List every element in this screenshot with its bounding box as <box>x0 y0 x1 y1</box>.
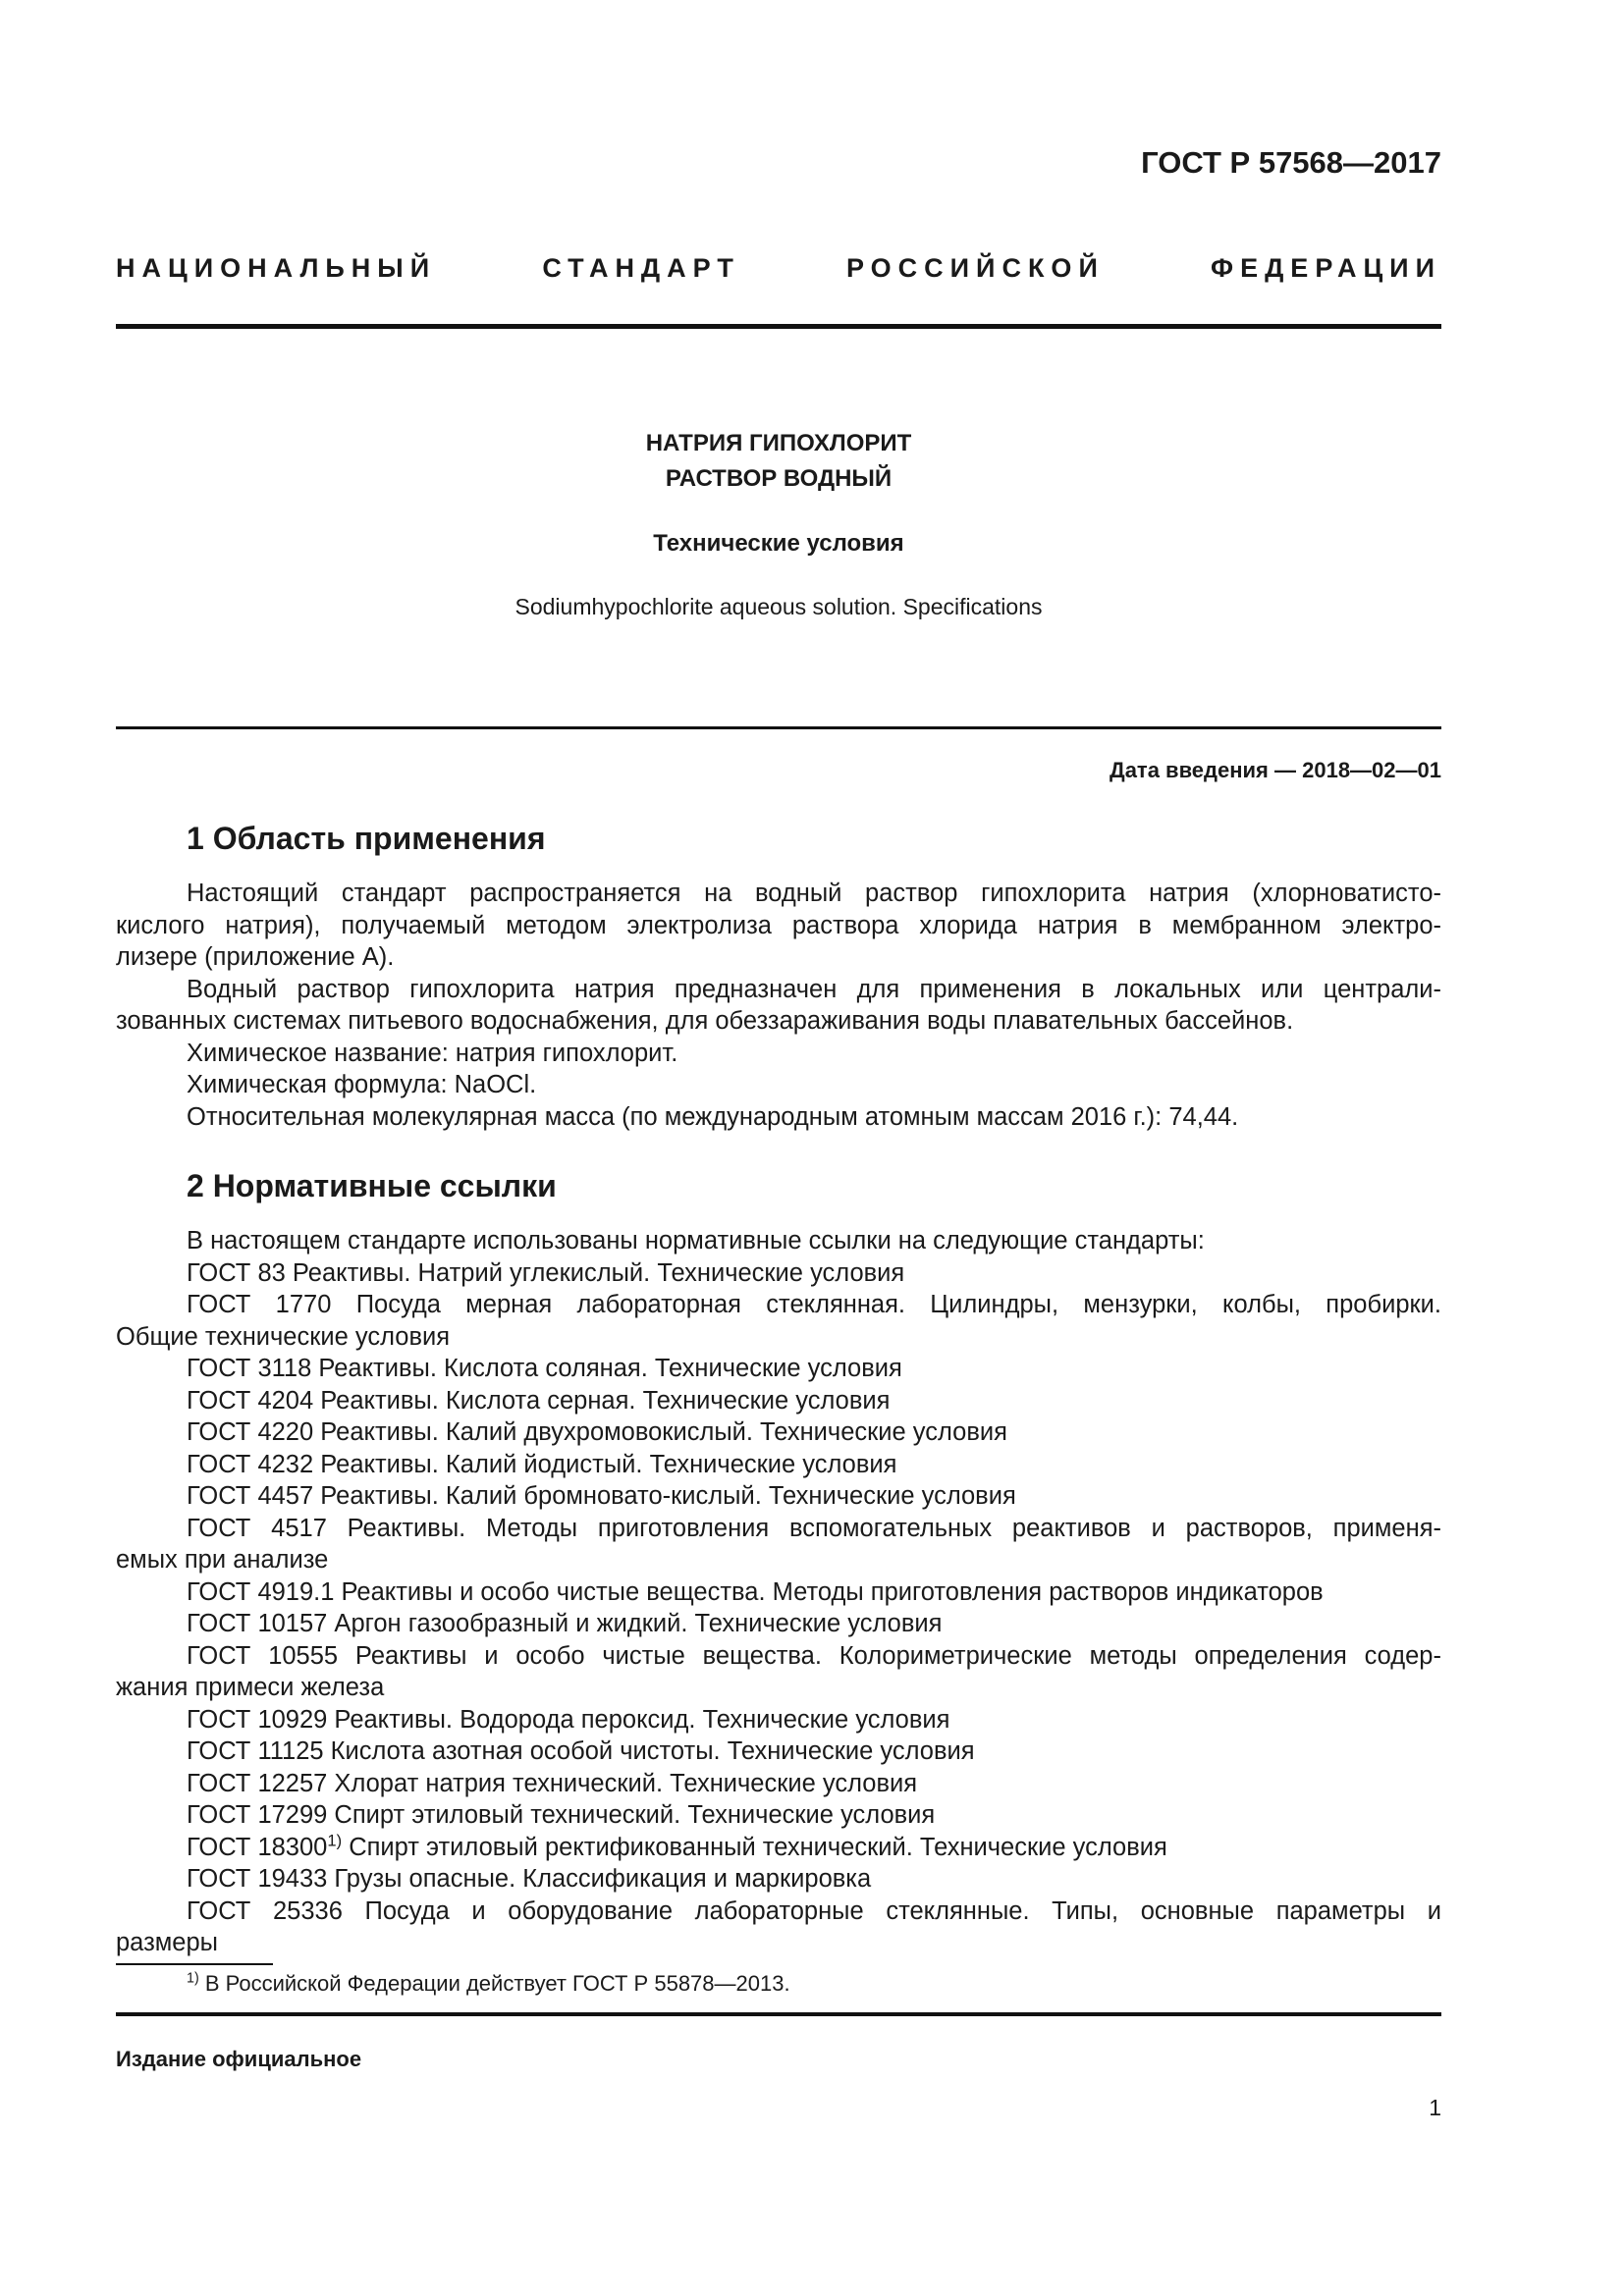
section-2-line: В настоящем стандарте использованы нормативные ссылки на следующие стандарты: <box>187 1227 1205 1255</box>
reference-line: ГОСТ 4232 Реактивы. Калий йодистый. Технические условия <box>187 1450 897 1478</box>
english-title: Sodiumhypochlorite aqueous solution. Specifications <box>514 594 1043 619</box>
section-1-line: Водный раствор гипохлорита натрия предназначен для применения в локальных или централи- <box>187 975 1441 1003</box>
reference-line: ГОСТ 10157 Аргон газообразный и жидкий. Технические условия <box>187 1610 943 1637</box>
reference-line-gost-18300 <box>116 1832 1441 1864</box>
reference-line: ГОСТ 4517 Реактивы. Методы приготовления вспомогательных реактивов и растворов, применя- <box>187 1514 1441 1542</box>
reference-line: размеры <box>116 1929 218 1956</box>
national-standard-banner: НАЦИОНАЛЬНЫЙ СТАНДАРТ РОССИЙСКОЙ ФЕДЕРАЦИИ <box>116 253 1441 283</box>
reference-line: ГОСТ 19433 Грузы опасные. Классификация и маркировка <box>187 1865 872 1893</box>
section-1-line: Настоящий стандарт распространяется на водный раствор гипохлорита натрия (хлорноватисто- <box>187 880 1441 907</box>
standard-code: ГОСТ Р 57568—2017 <box>1141 145 1441 180</box>
section-1-line: лизере (приложение А). <box>116 943 395 971</box>
reference-line: ГОСТ 3118 Реактивы. Кислота соляная. Технические условия <box>187 1355 902 1382</box>
reference-line: ГОСТ 25336 Посуда и оборудование лабораторные стеклянные. Типы, основные параметры и <box>187 1896 1441 1925</box>
reference-line: жания примеси железа <box>116 1674 385 1701</box>
section-1-line: Химическая формула: NaOCl. <box>187 1071 537 1098</box>
section-1-line: зованных системах питьевого водоснабжения, для обеззараживания воды плавательных бассейнов. <box>116 1007 1294 1035</box>
reference-line: ГОСТ 4919.1 Реактивы и особо чистые вещества. Методы приготовления растворов индикаторов <box>187 1577 1324 1606</box>
title-rule <box>116 726 1441 729</box>
section-1-line: Химическое название: натрия гипохлорит. <box>187 1039 678 1067</box>
reference-line: ГОСТ 11125 Кислота азотная особой чистоты. Технические условия <box>187 1737 975 1765</box>
footnote-text: В Российской Федерации действует ГОСТ Р 55878—2013. <box>204 1971 790 1996</box>
footnote-marker[interactable]: 1) <box>327 1831 343 1849</box>
section-1-line: кислого натрия), получаемый методом электролиза раствора хлорида натрия в мембранном электро- <box>116 911 1441 939</box>
reference-line: ГОСТ 17299 Спирт этиловый технический. Технические условия <box>187 1801 936 1829</box>
reference-line: емых при анализе <box>116 1546 329 1574</box>
reference-line: Общие технические условия <box>116 1322 451 1351</box>
title-line-1: НАТРИЯ ГИПОХЛОРИТ <box>645 430 912 456</box>
section-2-heading: 2 Нормативные ссылки <box>187 1168 557 1203</box>
footnote-rule <box>116 1963 273 1965</box>
reference-line: ГОСТ 1770 Посуда мерная лабораторная стеклянная. Цилиндры, мензурки, колбы, пробирки. <box>187 1291 1441 1318</box>
footnote-mark: 1) <box>187 1970 199 1987</box>
official-edition-label: Издание официальное <box>116 2047 362 2071</box>
reference-line: ГОСТ 4220 Реактивы. Калий двухромовокислый. Технические условия <box>187 1418 1007 1446</box>
footer-rule <box>116 2012 1441 2016</box>
page-number: 1 <box>1429 2095 1441 2120</box>
section-1-line: Относительная молекулярная масса (по международным атомным массам 2016 г.): 74,44. <box>187 1102 1239 1131</box>
reference-line: ГОСТ 10929 Реактивы. Водорода пероксид. Технические условия <box>187 1705 950 1734</box>
reference-line: ГОСТ 83 Реактивы. Натрий углекислый. Технические условия <box>187 1258 905 1287</box>
reference-line: ГОСТ 4457 Реактивы. Калий бромновато-кислый. Технические условия <box>187 1482 1016 1510</box>
footnote <box>187 1971 790 1997</box>
gost-18300-title: Спирт этиловый ректификованный технический. Технические условия <box>349 1833 1167 1861</box>
gost-18300-code: ГОСТ 18300 <box>187 1833 328 1861</box>
reference-line: ГОСТ 4204 Реактивы. Кислота серная. Технические условия <box>187 1386 891 1415</box>
reference-line: ГОСТ 12257 Хлорат натрия технический. Технические условия <box>187 1769 918 1797</box>
introduction-date: Дата введения — 2018—02—01 <box>1110 758 1441 782</box>
header-rule <box>116 324 1441 329</box>
reference-line: ГОСТ 10555 Реактивы и особо чистые вещества. Колориметрические методы определения содер- <box>187 1641 1441 1670</box>
section-1-heading: 1 Область применения <box>187 821 546 856</box>
document-subtitle: Технические условия <box>653 530 904 557</box>
title-line-2: РАСТВОР ВОДНЫЙ <box>665 465 893 492</box>
